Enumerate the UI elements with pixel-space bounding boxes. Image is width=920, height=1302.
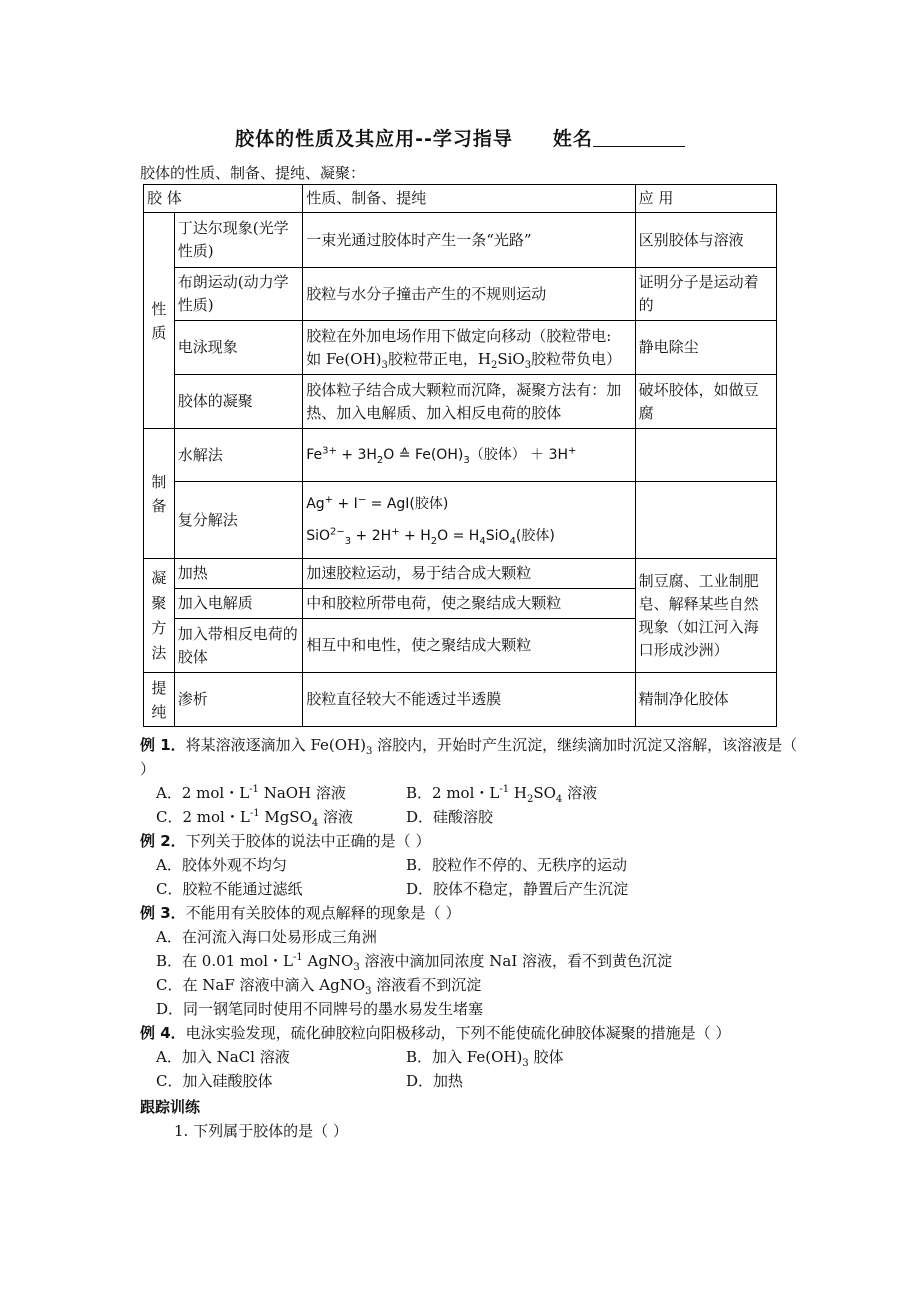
row-use-empty bbox=[635, 482, 776, 559]
example-label: 例 1． bbox=[140, 736, 186, 754]
subscript: 3 bbox=[344, 535, 352, 547]
options-row bbox=[140, 1045, 800, 1069]
subscript: 3 bbox=[381, 359, 388, 371]
double-decomposition-equations bbox=[303, 482, 635, 559]
name-label: 姓名 bbox=[552, 128, 593, 150]
text-span: + 2H bbox=[351, 528, 392, 544]
superscript: -1 bbox=[292, 952, 303, 963]
options-row bbox=[140, 805, 800, 829]
example-1-question bbox=[140, 733, 800, 781]
row-desc: 中和胶粒所带电荷，使之聚结成大颗粒 bbox=[303, 589, 635, 619]
follow-up-question-1: 1. 下列属于胶体的是（ ） bbox=[174, 1122, 348, 1140]
section-heading-follow-up: 跟踪训练 bbox=[140, 1098, 201, 1116]
text-span: A．2 mol・L bbox=[156, 784, 250, 802]
row-name: 胶体的凝聚 bbox=[174, 375, 302, 429]
subscript: 2 bbox=[490, 359, 498, 371]
table-row bbox=[144, 268, 777, 321]
option-a bbox=[156, 781, 406, 805]
category-properties: 性质 bbox=[144, 213, 175, 429]
option-b bbox=[406, 781, 597, 805]
row-name: 电泳现象 bbox=[174, 321, 302, 375]
page-title bbox=[0, 124, 920, 151]
example-4-question bbox=[140, 1021, 800, 1045]
row-name: 渗析 bbox=[174, 673, 302, 727]
example-label: 例 2． bbox=[140, 832, 186, 850]
option-c: C．加入硅酸胶体 bbox=[156, 1072, 273, 1090]
row-name: 丁达尔现象(光学性质) bbox=[174, 213, 302, 268]
text-span: 胶粒带负电） bbox=[531, 349, 622, 368]
text-span: (胶体) bbox=[515, 528, 555, 544]
table-row bbox=[144, 482, 777, 559]
table-row bbox=[144, 321, 777, 375]
text-span: 溶液中滴加同浓度 NaI 溶液，看不到黄色沉淀 bbox=[359, 952, 673, 970]
equation-line bbox=[306, 488, 631, 520]
table-header-row bbox=[144, 185, 777, 213]
row-name: 布朗运动(动力学性质) bbox=[174, 268, 302, 321]
row-desc: 胶粒直径较大不能透过半透膜 bbox=[303, 673, 635, 727]
text-span: = AgI(胶体) bbox=[366, 496, 449, 512]
option-b bbox=[140, 949, 800, 973]
example-label: 例 3． bbox=[140, 904, 186, 922]
table-row bbox=[144, 559, 777, 589]
row-desc: 一束光通过胶体时产生一条“光路” bbox=[303, 213, 635, 268]
subscript: 3 bbox=[353, 962, 360, 973]
row-name: 水解法 bbox=[174, 429, 302, 482]
header-colloid: 胶 体 bbox=[144, 185, 303, 213]
text-span: 电泳实验发现，硫化砷胶粒向阳极移动，下列不能使硫化砷胶体凝聚的措施是（ ） bbox=[185, 1024, 731, 1042]
example-2-question bbox=[140, 829, 800, 853]
text-span: H bbox=[509, 784, 527, 802]
option-c bbox=[140, 973, 800, 997]
text-span: SiO bbox=[497, 349, 525, 368]
subscript: 2 bbox=[430, 535, 438, 547]
option-a: A．胶体外观不均匀 bbox=[156, 856, 287, 874]
subscript: 2 bbox=[376, 454, 384, 466]
text-span: Fe bbox=[306, 446, 323, 463]
text-span: （胶体） ＋ 3H bbox=[469, 446, 569, 463]
text-span: SiO bbox=[306, 528, 330, 544]
text-span: O = H bbox=[437, 528, 480, 544]
options-row bbox=[140, 1069, 800, 1093]
superscript: 2− bbox=[329, 526, 345, 538]
row-use: 破坏胶体，如做豆腐 bbox=[635, 375, 776, 429]
text-span: AgNO bbox=[302, 952, 354, 970]
subscript: 2 bbox=[526, 794, 534, 805]
text-span: 胶粒带正电，H bbox=[387, 349, 491, 368]
row-desc bbox=[303, 321, 635, 375]
desc-line bbox=[306, 348, 631, 371]
text-span: SiO bbox=[485, 528, 510, 544]
text-span: SO bbox=[533, 784, 556, 802]
row-desc: 相互中和电性，使之聚结成大颗粒 bbox=[303, 619, 635, 673]
header-properties: 性质、制备、提纯 bbox=[303, 185, 635, 213]
option-d: D．硅酸溶胶 bbox=[406, 808, 494, 826]
text-span: 溶液 bbox=[318, 808, 354, 826]
subscript: 3 bbox=[463, 454, 470, 466]
row-use: 制豆腐、工业制肥皂、解释某些自然现象（如江河入海口形成沙洲） bbox=[635, 559, 776, 673]
text-span: 不能用有关胶体的观点解释的现象是（ ） bbox=[185, 904, 461, 922]
option-d: D．同一钢笔同时使用不同牌号的墨水易发生堵塞 bbox=[156, 1000, 484, 1018]
text-span: B．在 0.01 mol・L bbox=[156, 952, 293, 970]
subscript: 3 bbox=[365, 986, 372, 997]
row-use: 区别胶体与溶液 bbox=[635, 213, 776, 268]
superscript: -1 bbox=[249, 808, 260, 819]
text-span: + I bbox=[333, 496, 358, 512]
option-b bbox=[406, 1045, 564, 1069]
row-use-empty bbox=[635, 429, 776, 482]
row-desc: 胶粒与水分子撞击产生的不规则运动 bbox=[303, 268, 635, 321]
text-span: 溶液 bbox=[562, 784, 598, 802]
superscript: − bbox=[357, 494, 367, 506]
equation-line bbox=[306, 520, 631, 552]
row-name: 复分解法 bbox=[174, 482, 302, 559]
options-row bbox=[140, 877, 800, 901]
table-row bbox=[144, 213, 777, 268]
superscript: -1 bbox=[499, 784, 510, 795]
row-use: 精制净化胶体 bbox=[635, 673, 776, 727]
row-use: 证明分子是运动着的 bbox=[635, 268, 776, 321]
text-span: C．在 NaF 溶液中滴入 AgNO bbox=[156, 976, 366, 994]
text-span: NaOH 溶液 bbox=[258, 784, 346, 802]
category-preparation: 制备 bbox=[144, 429, 175, 559]
subscript: 4 bbox=[479, 535, 486, 547]
text-span: Ag bbox=[306, 496, 325, 512]
superscript: + bbox=[391, 526, 400, 538]
row-desc: 加速胶粒运动，易于结合成大颗粒 bbox=[303, 559, 635, 589]
option-d: D．胶体不稳定，静置后产生沉淀 bbox=[406, 880, 629, 898]
example-label: 例 4． bbox=[140, 1024, 186, 1042]
option-d: D．加热 bbox=[406, 1072, 464, 1090]
text-span: O ≙ Fe(OH) bbox=[383, 446, 464, 463]
table-row bbox=[144, 375, 777, 429]
text-span: 溶胶内，开始时产生沉淀，继续滴加时沉淀又溶解，该溶液是（ ） bbox=[140, 736, 798, 778]
text-span: B．2 mol・L bbox=[406, 784, 500, 802]
text-span: + H bbox=[399, 528, 431, 544]
category-coagulation-methods: 凝聚方法 bbox=[144, 559, 175, 673]
text-span: 将某溶液逐滴加入 Fe(OH) bbox=[185, 736, 366, 754]
row-name: 加入电解质 bbox=[174, 589, 302, 619]
colloid-table bbox=[143, 184, 777, 727]
row-desc: 胶体粒子结合成大颗粒而沉降，凝聚方法有：加热、加入电解质、加入相反电荷的胶体 bbox=[303, 375, 635, 429]
options-row bbox=[140, 781, 800, 805]
text-span: 下列关于胶体的说法中正确的是（ ） bbox=[185, 832, 431, 850]
text-span: + 3H bbox=[336, 446, 377, 463]
text-span: B．加入 Fe(OH) bbox=[406, 1048, 523, 1066]
table-row bbox=[144, 673, 777, 727]
subscript: 4 bbox=[311, 818, 319, 829]
subscript: 3 bbox=[366, 746, 373, 757]
option-b: B．胶粒作不停的、无秩序的运动 bbox=[406, 856, 628, 874]
option-c bbox=[156, 805, 406, 829]
subscript: 4 bbox=[555, 794, 563, 805]
superscript: + bbox=[568, 444, 577, 456]
option-a: A．加入 NaCl 溶液 bbox=[156, 1048, 290, 1066]
subscript: 3 bbox=[522, 1058, 529, 1069]
superscript: 3+ bbox=[322, 444, 337, 456]
options-row bbox=[140, 853, 800, 877]
text-span: 胶体 bbox=[528, 1048, 564, 1066]
row-name: 加热 bbox=[174, 559, 302, 589]
title-text: 胶体的性质及其应用--学习指导 bbox=[235, 128, 513, 150]
table-row bbox=[144, 429, 777, 482]
exercises bbox=[140, 733, 800, 1143]
desc-line: 胶粒在外加电场作用下做定向移动（胶粒带电: bbox=[306, 326, 612, 345]
superscript: -1 bbox=[249, 784, 259, 795]
text-span: MgSO bbox=[259, 808, 312, 826]
intro-text: 胶体的性质、制备、提纯、凝聚： bbox=[140, 164, 366, 182]
hydrolysis-equation bbox=[303, 429, 635, 482]
example-3-question bbox=[140, 901, 800, 925]
row-name: 加入带相反电荷的胶体 bbox=[174, 619, 302, 673]
text-span: C．2 mol・L bbox=[156, 808, 250, 826]
subscript: 4 bbox=[509, 535, 516, 547]
text-span: 溶液看不到沉淀 bbox=[371, 976, 482, 994]
name-blank bbox=[593, 128, 685, 147]
superscript: + bbox=[324, 494, 334, 506]
option-a: A．在河流入海口处易形成三角洲 bbox=[156, 928, 377, 946]
row-use: 静电除尘 bbox=[635, 321, 776, 375]
subscript: 3 bbox=[524, 359, 532, 371]
option-c: C．胶粒不能通过滤纸 bbox=[156, 880, 303, 898]
category-purification: 提纯 bbox=[144, 673, 175, 727]
text-span: 如 Fe(OH) bbox=[306, 349, 382, 368]
header-application: 应 用 bbox=[635, 185, 776, 213]
